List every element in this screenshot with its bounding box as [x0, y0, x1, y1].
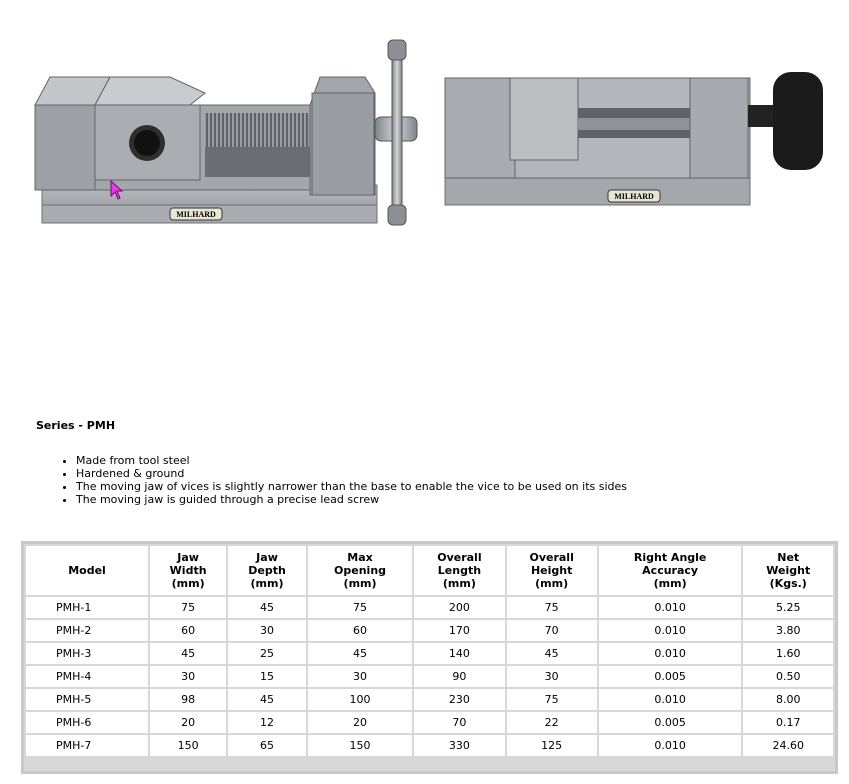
table-cell: 8.00 — [743, 689, 833, 710]
table-cell: 0.010 — [599, 643, 742, 664]
table-cell: 30 — [228, 620, 306, 641]
column-header-line: Width — [169, 564, 207, 577]
table-cell: 70 — [507, 620, 597, 641]
table-cell: 0.005 — [599, 666, 742, 687]
table-cell: 0.50 — [743, 666, 833, 687]
cell-model: PMH-1 — [26, 597, 148, 618]
table-row — [26, 735, 833, 756]
feature-item: • Hardened & ground — [76, 467, 627, 480]
column-header-line: (mm) — [653, 577, 687, 590]
table-cell: 230 — [414, 689, 504, 710]
table-cell: 330 — [414, 735, 504, 756]
table-cell: 75 — [308, 597, 412, 618]
table-cell: 150 — [150, 735, 226, 756]
cell-model: PMH-3 — [26, 643, 148, 664]
column-header-line: (mm) — [343, 577, 377, 590]
column-header-line: (mm) — [442, 577, 476, 590]
table-cell: 75 — [507, 689, 597, 710]
table-cell: 20 — [308, 712, 412, 733]
column-header-line: Jaw — [256, 551, 278, 564]
feature-item: • Made from tool steel — [76, 454, 627, 467]
feature-item: • The moving jaw is guided through a precise lead screw — [76, 493, 627, 506]
table-cell: 30 — [150, 666, 226, 687]
column-header-line: Weight — [766, 564, 811, 577]
vice-2-label: MILHARD — [614, 192, 654, 201]
column-header-line: Right Angle — [633, 551, 707, 564]
column-header — [228, 546, 306, 595]
table-cell: 30 — [507, 666, 597, 687]
table-cell: 65 — [228, 735, 306, 756]
table-row — [26, 666, 833, 687]
table-cell: 20 — [150, 712, 226, 733]
column-header-line: Net — [777, 551, 800, 564]
spec-table-container — [21, 541, 838, 774]
table-cell: 60 — [308, 620, 412, 641]
column-header-line: Overall — [437, 551, 482, 564]
column-header — [308, 546, 412, 595]
table-cell: 0.005 — [599, 712, 742, 733]
column-header — [150, 546, 226, 595]
table-cell: 125 — [507, 735, 597, 756]
product-images — [0, 0, 849, 240]
column-header-line: Opening — [334, 564, 387, 577]
column-header-model — [26, 546, 148, 595]
table-cell: 24.60 — [743, 735, 833, 756]
vice-image-2 — [440, 70, 830, 210]
column-header-line: (mm) — [171, 577, 205, 590]
table-header-row — [26, 546, 833, 595]
table-cell: 90 — [414, 666, 504, 687]
feature-item: • The moving jaw of vices is slightly narrower than the base to enable the vice to be used on its sides — [76, 480, 627, 493]
vice-image-1 — [30, 35, 425, 235]
table-cell: 70 — [414, 712, 504, 733]
column-header-line: Jaw — [177, 551, 199, 564]
column-header-line: Overall — [529, 551, 574, 564]
table-row — [26, 643, 833, 664]
table-cell: 75 — [150, 597, 226, 618]
table-cell: 170 — [414, 620, 504, 641]
table-cell: 60 — [150, 620, 226, 641]
table-cell: 0.010 — [599, 597, 742, 618]
table-cell: 30 — [308, 666, 412, 687]
table-cell: 150 — [308, 735, 412, 756]
table-cell: 0.010 — [599, 689, 742, 710]
column-header — [414, 546, 504, 595]
table-cell: 45 — [507, 643, 597, 664]
column-header-line: Height — [530, 564, 573, 577]
table-row — [26, 712, 833, 733]
table-cell: 45 — [228, 689, 306, 710]
table-cell: 0.010 — [599, 620, 742, 641]
column-header-line: Length — [437, 564, 482, 577]
table-row — [26, 597, 833, 618]
table-cell: 15 — [228, 666, 306, 687]
cell-model: PMH-5 — [26, 689, 148, 710]
table-cell: 1.60 — [743, 643, 833, 664]
cell-model: PMH-4 — [26, 666, 148, 687]
column-header-line: Max — [347, 551, 373, 564]
column-header-line: Accuracy — [642, 564, 699, 577]
column-header — [743, 546, 833, 595]
table-cell: 25 — [228, 643, 306, 664]
table-cell: 140 — [414, 643, 504, 664]
table-cell: 98 — [150, 689, 226, 710]
feature-list — [36, 454, 627, 506]
cell-model: PMH-6 — [26, 712, 148, 733]
table-cell: 3.80 — [743, 620, 833, 641]
column-header-line: Model — [68, 564, 106, 577]
table-cell: 0.17 — [743, 712, 833, 733]
cell-model: PMH-7 — [26, 735, 148, 756]
spec-table — [24, 544, 835, 758]
table-cell: 22 — [507, 712, 597, 733]
table-cell: 45 — [228, 597, 306, 618]
mouse-cursor-icon — [110, 180, 124, 200]
table-cell: 100 — [308, 689, 412, 710]
column-header-line: (mm) — [535, 577, 569, 590]
table-cell: 45 — [150, 643, 226, 664]
column-header — [599, 546, 742, 595]
column-header-line: (mm) — [250, 577, 284, 590]
column-header-line: (Kgs.) — [769, 577, 807, 590]
vice-1-label: MILHARD — [176, 210, 216, 219]
table-row — [26, 689, 833, 710]
table-cell: 45 — [308, 643, 412, 664]
series-title: Series - PMH — [36, 419, 116, 432]
column-header — [507, 546, 597, 595]
table-cell: 0.010 — [599, 735, 742, 756]
table-cell: 12 — [228, 712, 306, 733]
table-cell: 200 — [414, 597, 504, 618]
table-cell: 5.25 — [743, 597, 833, 618]
column-header-line: Depth — [248, 564, 286, 577]
table-row — [26, 620, 833, 641]
cell-model: PMH-2 — [26, 620, 148, 641]
table-cell: 75 — [507, 597, 597, 618]
